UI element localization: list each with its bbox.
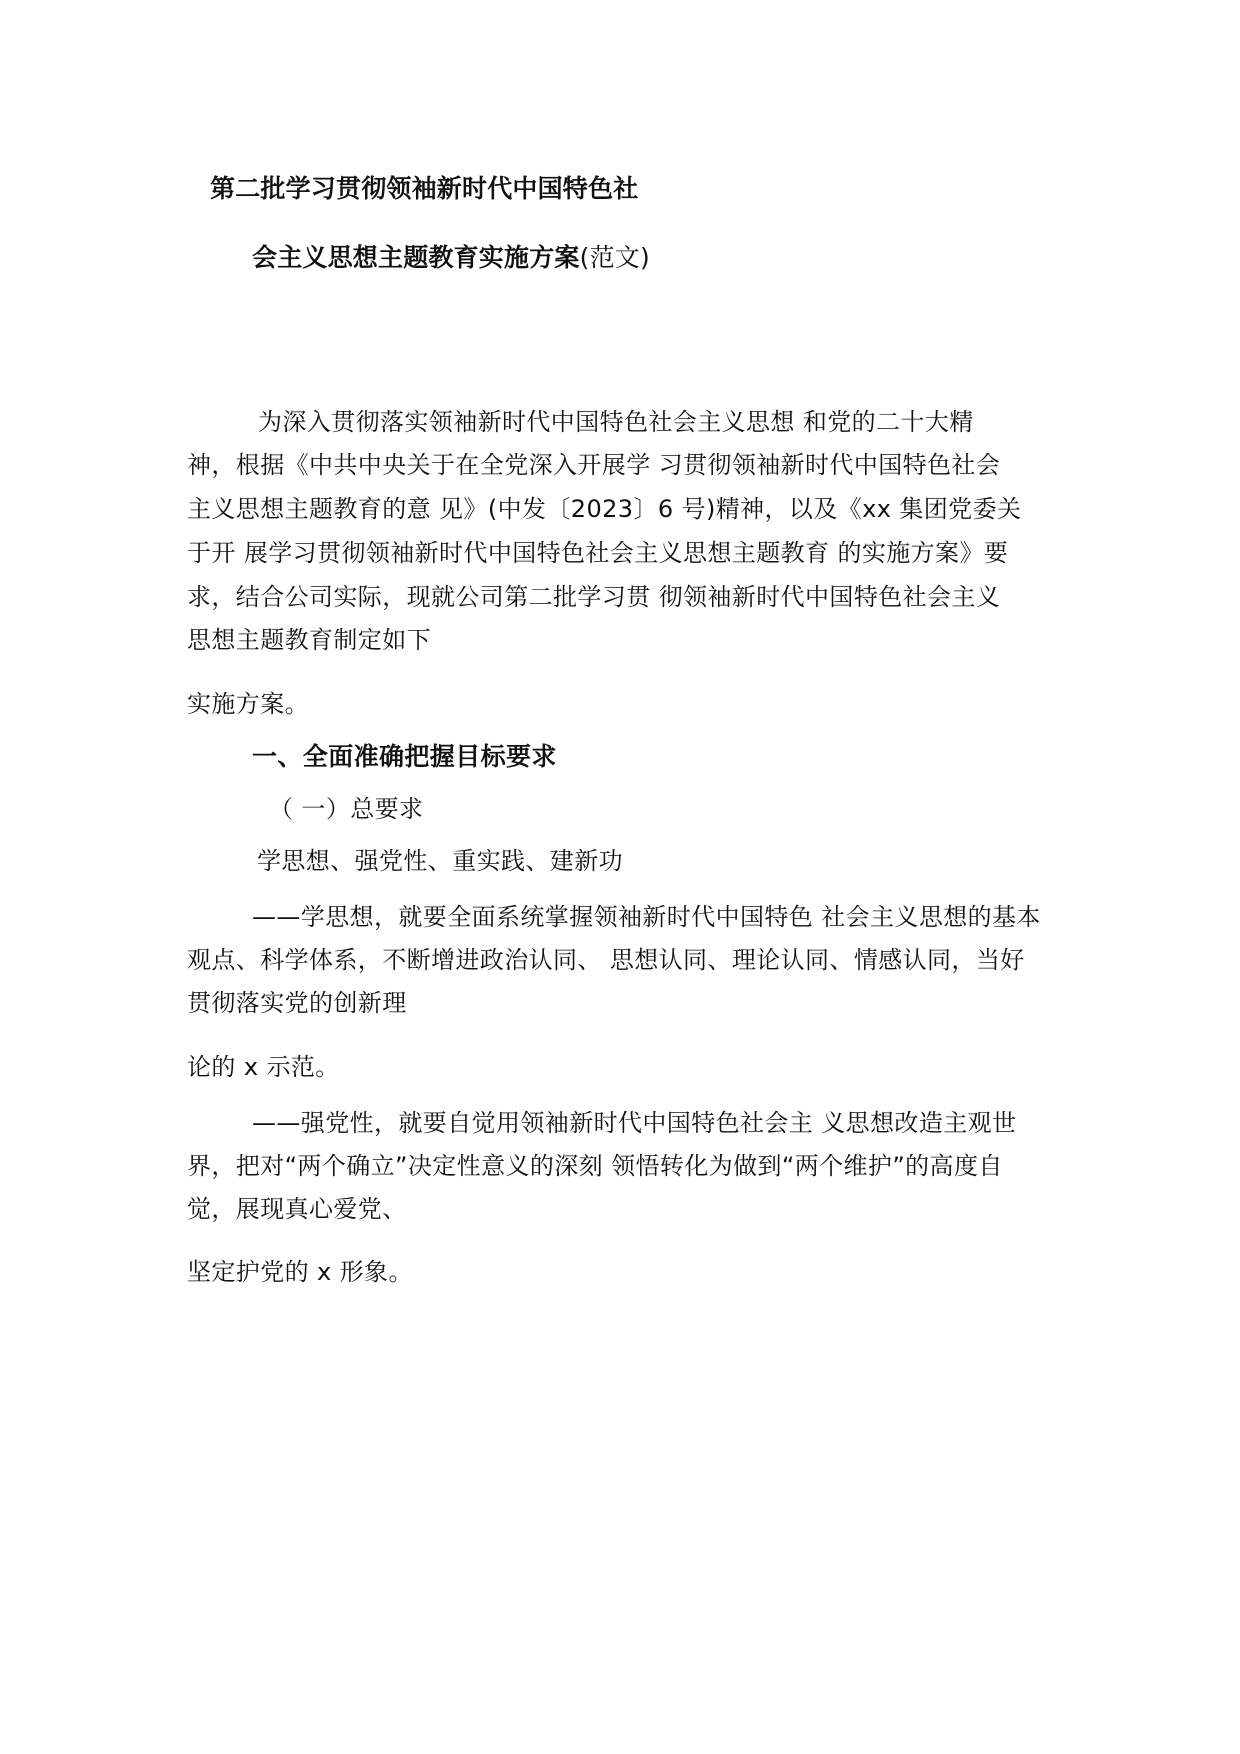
intro-tail: 实施方案。 [187,690,309,718]
intro-line-3: 主义思想主题教育的意 见》(中发〔2023〕6 号)精神，以及《xx 集团党委关 [187,495,1022,523]
document-title-main: 会主义思想主题教育实施方案 [252,243,580,272]
summary-line: 学思想、强党性、重实践、建新功 [257,847,623,875]
para1-line-3: 贯彻落实党的创新理 [187,989,407,1017]
para1-line-2: 观点、科学体系，不断增进政治认同、 思想认同、理论认同、情感认同，当好 [187,946,1025,974]
intro-line-1: 为深入贯彻落实领袖新时代中国特色社会主义思想 和党的二十大精 [258,408,974,436]
para2-line-3: 觉，展现真心爱党、 [187,1195,407,1223]
intro-line-4: 于开 展学习贯彻领袖新时代中国特色社会主义思想主题教育 的实施方案》要 [187,539,1009,567]
section-heading: 一、全面准确把握目标要求 [252,742,557,771]
para1-tail: 论的 x 示范。 [187,1053,340,1081]
intro-line-2: 神，根据《中共中央关于在全党深入开展学 习贯彻领袖新时代中国特色社会 [187,451,1001,479]
para1-line-1: ——学思想，就要全面系统掌握领袖新时代中国特色 社会主义思想的基本 [252,903,1041,931]
document-title-line2 [252,243,650,273]
intro-line-6: 思想主题教育制定如下 [187,626,431,654]
para2-line-2: 界，把对“两个确立”决定性意义的深刻 领悟转化为做到“两个维护”的高度自 [187,1152,1003,1180]
document-title-line1: 第二批学习贯彻领袖新时代中国特色社 [210,174,639,203]
document-title-suffix: (范文) [579,243,650,272]
para2-line-1: ——强党性，就要自觉用领袖新时代中国特色社会主 义思想改造主观世 [252,1109,1017,1137]
intro-line-5: 求，结合公司实际，现就公司第二批学习贯 彻领袖新时代中国特色社会主义 [187,583,1001,611]
subsection-heading: （ 一）总要求 [269,795,424,823]
para2-tail: 坚定护党的 x 形象。 [187,1258,413,1286]
